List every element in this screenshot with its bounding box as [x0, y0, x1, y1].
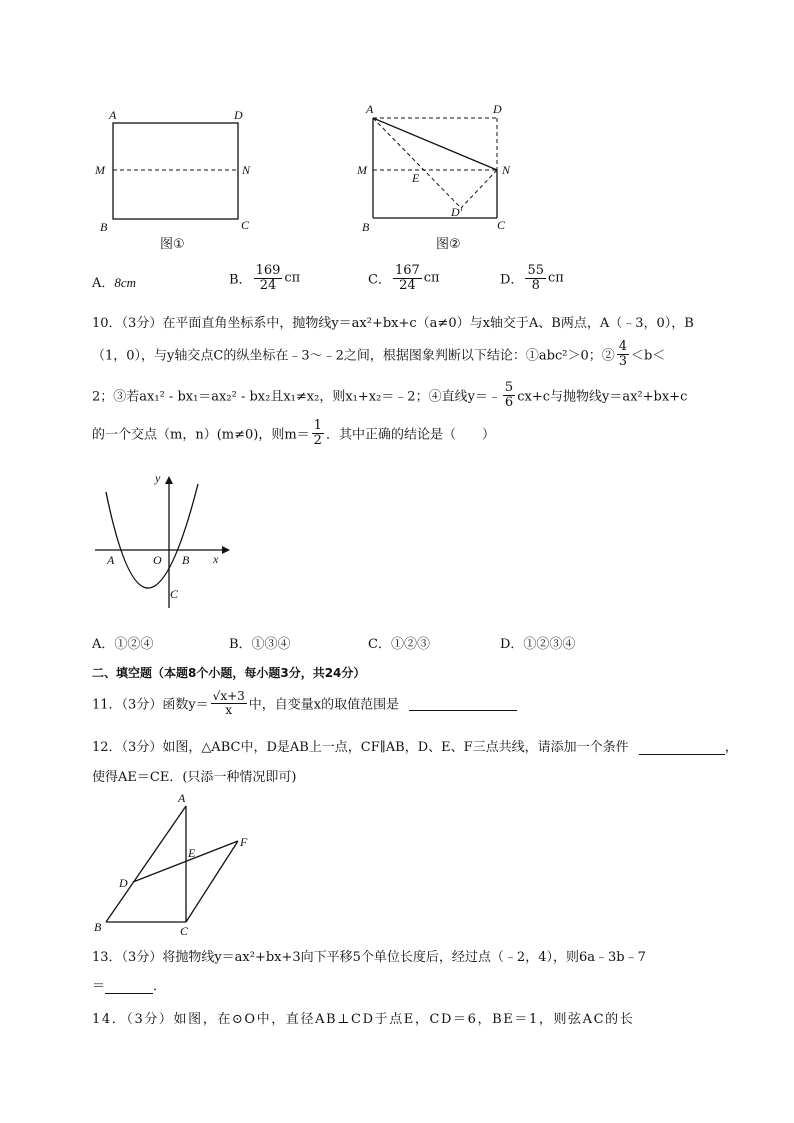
graph-label-y: y [155, 471, 161, 485]
q9-option-d: D． $\frac{55}{8}$ cπ [500, 263, 564, 293]
q10-line3: 2；③若ax₁² - bx₁＝ax₂² - bx₂且x₁≠x₂，则x₁+x₂＝﹣2；④直线y＝﹣ $\frac{5}{6}$ cx+c与抛物线y＝ax²+bx+c [92, 380, 688, 410]
fig2-label-a: A [366, 102, 374, 116]
fig2-label-e: E [412, 171, 420, 185]
graph-label-x: x [213, 552, 219, 566]
fig2-label-m: M [357, 163, 367, 177]
q12-label-f: F [240, 835, 248, 849]
fig2-label-dp: D′ [451, 205, 463, 219]
fig1-label-c: C [241, 218, 250, 232]
q10-option-c: C．①②③ [368, 637, 430, 652]
q12-line2: 使得AE＝CE．(只添一种情况即可) [92, 770, 297, 785]
q12-line1: 12．（3分）如图，△ABC中，D是AB上一点，CF∥AB，D、E、F三点共线，请添加一个条件 ， [92, 740, 738, 755]
fig1-label-d: D [234, 108, 243, 122]
q13-line2: ＝ ． [92, 979, 167, 994]
section-2-heading: 二、填空题（本题8个小题，每小题3分，共24分） [92, 666, 366, 680]
fig2-label-d: D [493, 102, 502, 116]
graph-label-b: B [182, 553, 190, 567]
fig1-label-m: M [95, 163, 105, 177]
fig2-label-b: B [362, 220, 370, 234]
q13-answer-blank[interactable] [105, 979, 153, 994]
fig1-label-n: N [242, 163, 251, 177]
q9-option-b: B． $\frac{169}{24}$ cπ [229, 263, 301, 293]
fig2-label-n: N [502, 163, 511, 177]
graph-label-a: A [107, 553, 115, 567]
q10-line2: （1，0），与y轴交点C的纵坐标在﹣3～﹣2之间，根据图象判断以下结论：①abc²＞0；② $\frac{4}{3}$ ＜b＜ [92, 339, 666, 369]
fig1-caption: 图① [160, 237, 185, 252]
q12-label-e: E [188, 846, 196, 860]
q10-option-a: A．①②④ [92, 637, 154, 652]
q10-line1: 10．（3分）在平面直角坐标系中，抛物线y＝ax²+bx+c（a≠0）与x轴交于A、B两点，A（﹣3，0），B [92, 316, 694, 331]
q14-line1: 14．（3分）如图，在⊙O中，直径AB⊥CD于点E，CD＝6，BE＝1，则弦AC的长 [92, 1012, 635, 1027]
q12-label-b: B [94, 920, 102, 934]
q12-label-c: C [180, 924, 189, 938]
q12-label-a: A [178, 791, 186, 805]
q10-line4: 的一个交点（m，n）(m≠0)，则m＝ $\frac{1}{2}$ ．其中正确的结论是（ ） [92, 418, 495, 448]
fig2-caption: 图② [436, 237, 461, 252]
q12-label-d: D [119, 876, 128, 890]
q11: 11．（3分）函数y＝ $\frac{√x+3}{x}$ 中，自变量x的取值范围是 [92, 690, 517, 716]
q13-line1: 13．（3分）将抛物线y＝ax²+bx+3向下平移5个单位长度后，经过点（﹣2，4），则6a﹣3b﹣7 [92, 950, 646, 965]
fig1-label-a: A [109, 108, 117, 122]
q10-option-d: D．①②③④ [500, 637, 576, 652]
q9-option-c: C． $\frac{167}{24}$ cπ [368, 263, 440, 293]
q12-ab [106, 806, 186, 922]
graph-label-c: C [170, 587, 179, 601]
graph-label-o: O [153, 553, 162, 567]
q9-option-a: A．8cm [92, 275, 137, 291]
q10-option-b: B．①③④ [229, 637, 291, 652]
fig1-label-b: B [100, 220, 108, 234]
fig2-label-c: C [497, 218, 506, 232]
